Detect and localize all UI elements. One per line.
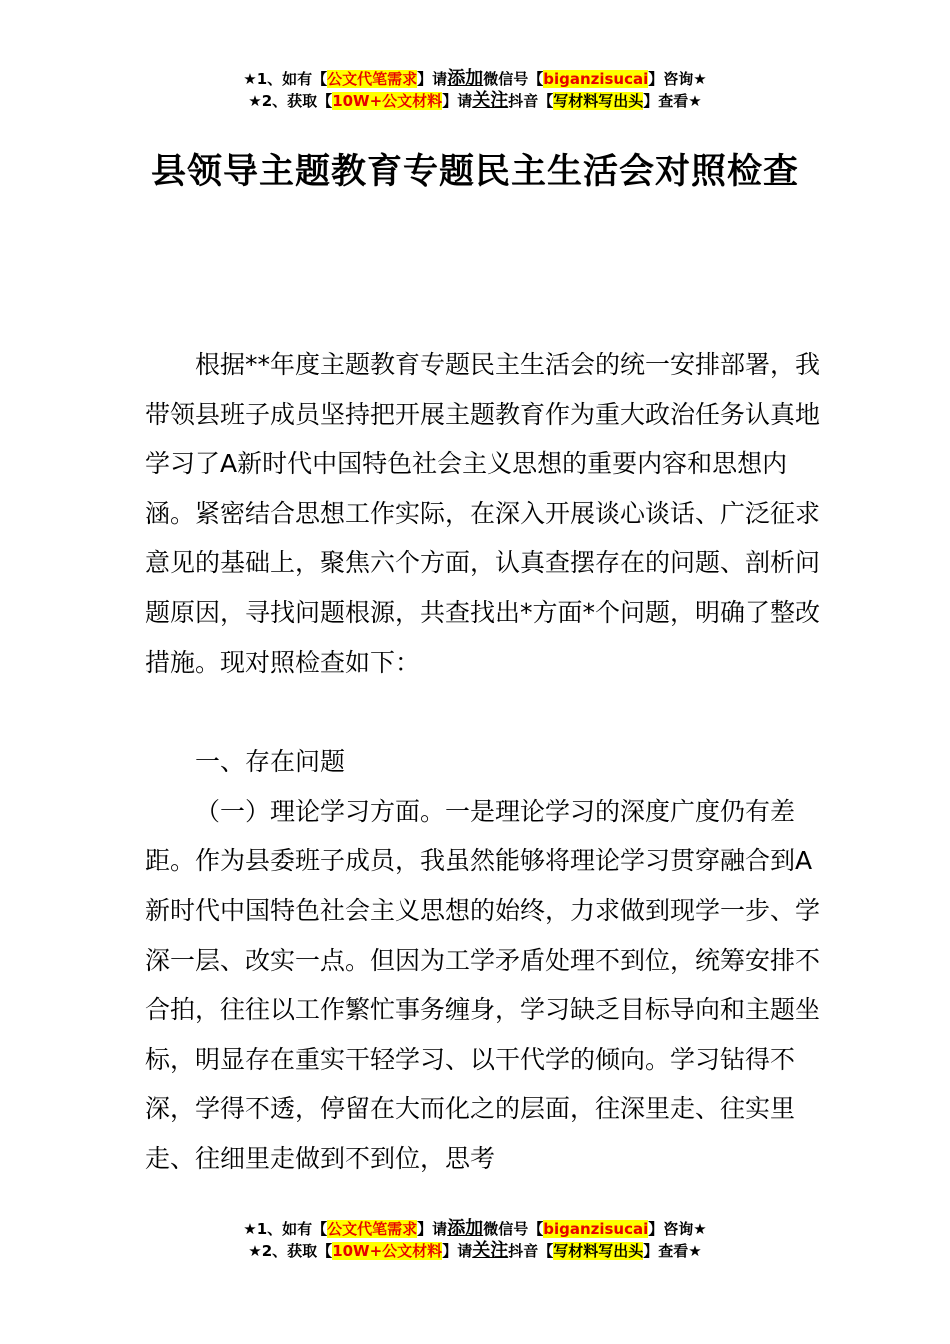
banner-line-1 [0, 1218, 950, 1240]
banner-text: 微信号【 [483, 70, 544, 88]
document-body [145, 340, 825, 1184]
paragraph-intro: 根据**年度主题教育专题民主生活会的统一安排部署，我带领县班子成员坚持把开展主题教育作为重大政治任务认真地学习了A新时代中国特色社会主义思想的重要内容和思想内涵。紧密结合思想工作实际，在深入开展谈心谈话、广泛征求意见的基础上，聚焦六个方面，认真查摆存在的问题、剖析问题原因，寻找问题根源，共查找出*方面*个问题，明确了整改措施。现对照检查如下： [145, 350, 821, 677]
highlight-service: 公文代笔需求 [327, 70, 418, 88]
banner-text: ★1、如有【 [243, 1220, 328, 1238]
banner-text: 抖音【 [508, 1242, 554, 1260]
highlight-service: 公文代笔需求 [327, 1220, 418, 1238]
footer-banner [0, 1218, 950, 1262]
banner-emphasis: 关注 [472, 90, 509, 111]
banner-emphasis: 添加 [447, 1218, 484, 1239]
banner-line-1 [0, 68, 950, 90]
banner-text: 】请 [442, 1242, 473, 1260]
banner-text: 】咨询★ [648, 1220, 707, 1238]
banner-text: ★1、如有【 [243, 70, 328, 88]
banner-text: 】查看★ [643, 92, 702, 110]
highlight-wechat-id: biganzisucai [543, 70, 649, 88]
highlight-materials: 10W+公文材料 [332, 1242, 443, 1260]
banner-text: 】请 [442, 92, 473, 110]
banner-line-2 [0, 90, 950, 112]
banner-text: ★2、获取【 [248, 1242, 333, 1260]
highlight-wechat-id: biganzisucai [543, 1220, 649, 1238]
banner-text: 】查看★ [643, 1242, 702, 1260]
banner-text: 】咨询★ [648, 70, 707, 88]
banner-text: 】请 [417, 70, 448, 88]
header-banner [0, 68, 950, 112]
banner-emphasis: 添加 [447, 68, 484, 89]
banner-line-2 [0, 1240, 950, 1262]
banner-text: 】请 [417, 1220, 448, 1238]
banner-emphasis: 关注 [472, 1240, 509, 1261]
banner-text: 微信号【 [483, 1220, 544, 1238]
document-title: 县领导主题教育专题民主生活会对照检查 [150, 152, 799, 192]
section-heading: 一、存在问题 [195, 747, 346, 777]
banner-text: ★2、获取【 [248, 92, 333, 110]
highlight-materials: 10W+公文材料 [332, 92, 443, 110]
paragraph-theory-study: （一）理论学习方面。一是理论学习的深度广度仍有差距。作为县委班子成员，我虽然能够将理论学习贯穿融合到A新时代中国特色社会主义思想的始终，力求做到现学一步、学深一层、改实一点。但因为工学矛盾处理不到位，统筹安排不合拍，往往以工作繁忙事务缠身，学习缺乏目标导向和主题坐标，明显存在重实干轻学习、以干代学的倾向。学习钻得不深，学得不透，停留在大而化之的层面，往深里走、往实里走、往细里走做到不到位，思考 [145, 796, 821, 1173]
highlight-douyin: 写材料写出头 [553, 1242, 644, 1260]
banner-text: 抖音【 [508, 92, 554, 110]
highlight-douyin: 写材料写出头 [553, 92, 644, 110]
